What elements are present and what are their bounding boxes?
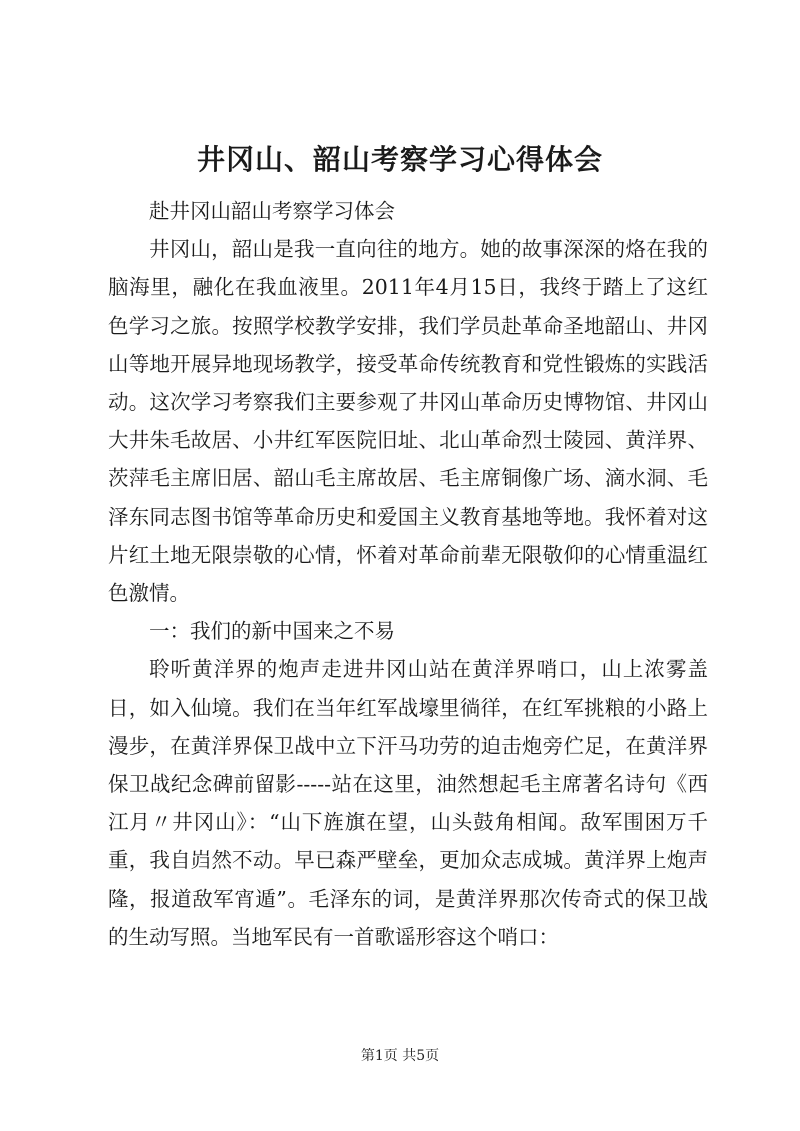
paragraph-intro: 井冈山，韶山是我一直向往的地方。她的故事深深的烙在我的脑海里，融化在我血液里。2011年4月15日，我终于踏上了这红色学习之旅。按照学校教学安排，我们学员赴革命圣地韶山、井冈山等地开展异地现场教学，接受革命传统教育和党性锻炼的实践活动。这次学习考察我们主要参观了井冈山革命历史博物馆、井冈山大井朱毛故居、小井红军医院旧址、北山革命烈士陵园、黄洋界、茨萍毛主席旧居、韶山毛主席故居、毛主席铜像广场、滴水洞、毛泽东同志图书馆等革命历史和爱国主义教育基地等地。我怀着对这片红土地无限崇敬的心情，怀着对革命前辈无限敬仰的心情重温红色激情。 — [108, 237, 708, 606]
paragraph-huangyangjie: 聆听黄洋界的炮声走进井冈山站在黄洋界哨口，山上浓雾盖日，如入仙境。我们在当年红军战壕里徜徉，在红军挑粮的小路上漫步，在黄洋界保卫战中立下汗马功劳的迫击炮旁伫足，在黄洋界保卫战纪念碑前留影-----站在这里，油然想起毛主席著名诗句《西江月〃井冈山》：“山下旌旗在望，山头鼓角相闻。敌军围困万千重，我自岿然不动。早已森严壁垒，更加众志成城。黄洋界上炮声隆，报道敌军宵遁”。毛泽东的词，是黄洋界那次传奇式的保卫战的生动写照。当地军民有一首歌谣形容这个哨口： — [108, 657, 708, 949]
document-title: 井冈山、韶山考察学习心得体会 — [196, 143, 603, 176]
page-number-footer: 第1页 共5页 — [360, 1048, 440, 1064]
document-body — [108, 192, 708, 956]
paragraph-subtitle: 赴井冈山韶山考察学习体会 — [149, 199, 395, 223]
paragraph-section-heading: 一：我们的新中国来之不易 — [149, 619, 395, 644]
